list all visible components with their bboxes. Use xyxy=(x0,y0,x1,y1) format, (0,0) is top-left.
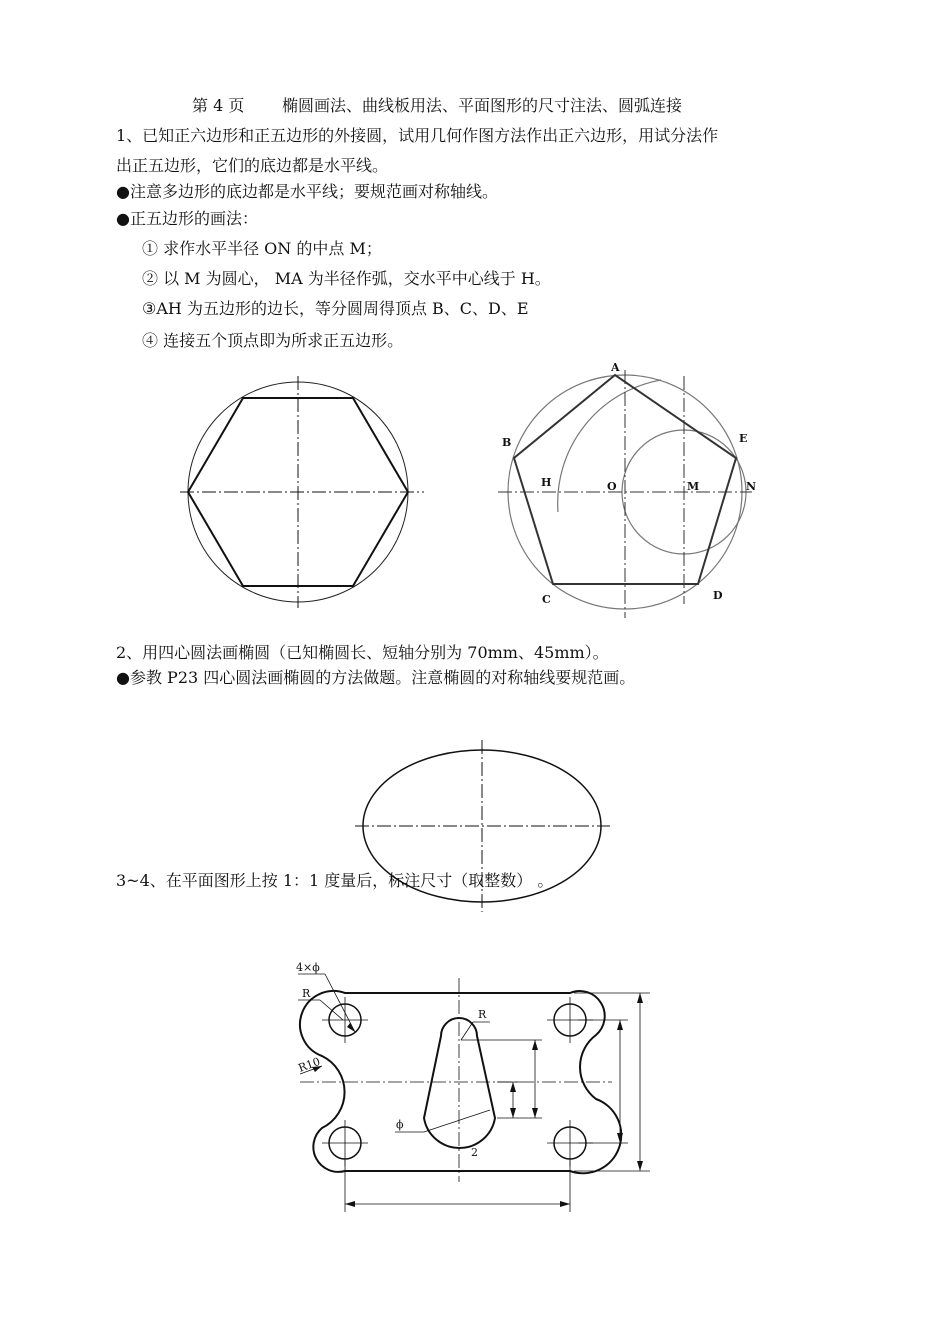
page-title: 椭圆画法、曲线板用法、平面图形的尺寸注法、圆弧连接 xyxy=(282,96,683,115)
task2-text: 2、用四心圆法画椭圆（已知椭圆长、短轴分别为 70mm、45mm）。 xyxy=(116,643,609,662)
dimension-arrows xyxy=(312,993,643,1207)
radius-slot-label: R xyxy=(478,1008,487,1021)
task1-note-axes: ●注意多边形的底边都是水平线；要规范画对称轴线。 xyxy=(116,182,498,201)
page-number: 第 4 页 xyxy=(192,96,245,115)
pentagon-figure xyxy=(498,361,756,618)
label-o: O xyxy=(607,480,617,493)
radius-small-label: R xyxy=(302,987,311,1000)
label-d: D xyxy=(713,589,723,602)
label-e: E xyxy=(739,432,748,445)
task1-text-line1: 1、已知正六边形和正五边形的外接圆，试用几何作图方法作出正六边形，用试分法作 xyxy=(116,126,719,145)
task2-note: ●参教 P23 四心圆法画椭圆的方法做题。注意椭圆的对称轴线要规范画。 xyxy=(116,668,636,687)
step-1: ① 求作水平半径 ON 的中点 M； xyxy=(142,239,382,258)
step-4: ④ 连接五个顶点即为所求正五边形。 xyxy=(142,331,404,350)
step-2: ② 以 M 为圆心， MA 为半径作弧，交水平中心线于 H。 xyxy=(142,269,551,288)
label-m: M xyxy=(687,480,700,493)
task3-text: 3~4、在平面图形上按 1：1 度量后，标注尺寸（取整数） 。 xyxy=(116,871,554,890)
label-c: C xyxy=(542,593,551,606)
label-b: B xyxy=(502,436,512,449)
holes-dimension-label: 4×ϕ xyxy=(296,961,320,974)
task1-note-method: ●正五边形的画法： xyxy=(116,209,258,228)
label-h: H xyxy=(541,476,552,489)
label-n: N xyxy=(746,480,757,493)
task1-text-line2: 出正五边形，它们的底边都是水平线。 xyxy=(116,156,389,175)
hexagon-figure xyxy=(180,376,424,608)
radius-r10-label: R10 xyxy=(296,1054,322,1075)
dimension-lines xyxy=(298,974,650,1212)
label-a: A xyxy=(611,361,620,374)
number-two-label: 2 xyxy=(471,1146,478,1159)
ellipse-figure xyxy=(355,740,610,912)
plate-drawing xyxy=(296,961,650,1212)
hole-centerlines xyxy=(322,997,593,1166)
diameter-label: ϕ xyxy=(396,1118,404,1131)
step-3: ③AH 为五边形的边长，等分圆周得顶点 B、C、D、E xyxy=(142,299,529,318)
